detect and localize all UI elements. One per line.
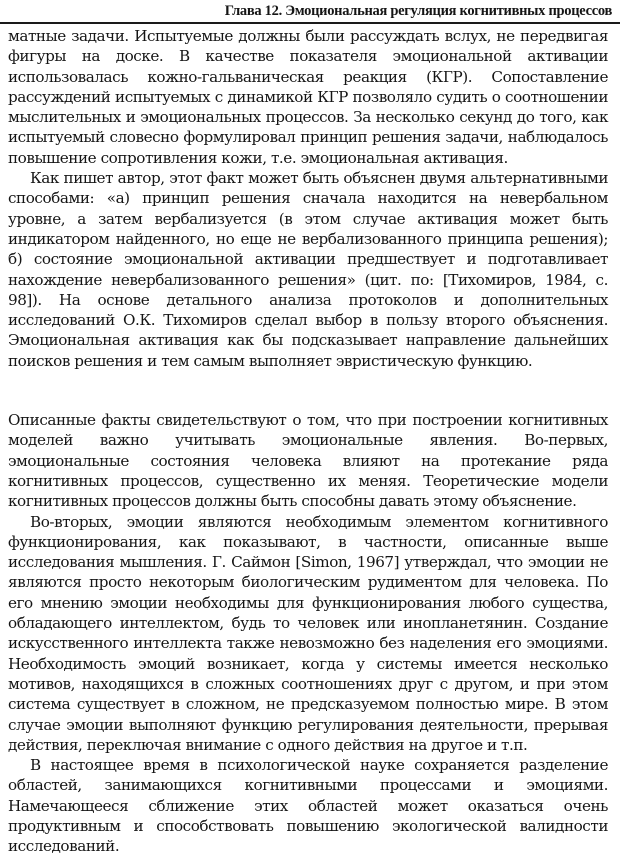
body-text <box>8 26 608 857</box>
section-gap <box>8 371 608 410</box>
running-header: Глава 12. Эмоциональная регуляция когнитивных процессов <box>0 0 620 24</box>
paragraph-second-point: Во-вторых, эмоции являются необходимым элементом когнитивного функционирования, как показывают, в частности, описанные выше исследования мышления. Г. Саймон [Simon, 1967] утверждал, что эмоции не являются просто некоторым биологическим рудиментом для человека. По его мнению эмоции необходимы для функционирования любого существа, обладающего интеллектом, будь то человек или инопланетянин. Создание искусственного интеллекта также невозможно без наделения его эмоциями. Необходимость эмоций возникает, когда у системы имеется несколько мотивов, находящихся в сложных соотношениях друг с другом, и при этом система существует в сложном, не предсказуемом полностью мире. В этом случае эмоции выполняют функцию регулирования деятельности, прерывая действия, переключая внимание с одного действия на другое и т.п. <box>8 512 608 754</box>
paragraph-continued: матные задачи. Испытуемые должны были рассуждать вслух, не передвигая фигуры на доске. В качестве показателя эмоциональной активации использовалась кожно-гальваническая реакция (КГР). Сопоставление рассуждений испытуемых с динамикой КГР позволяло судить о соотношении мыслительных и эмоциональных процессов. За несколько секунд до того, как испытуемый словесно формулировал принцип решения задачи, наблюдалось повышение сопротивления кожи, т.е. эмоциональная активация. <box>8 27 608 167</box>
paragraph-conclusions: Описанные факты свидетельствуют о том, что при построении когнитивных моделей важно учитывать эмоциональные явления. Во-первых, эмоциональные состояния человека влияют на протекание ряда когнитивных процессов, существенно их меняя. Теоретические модели когнитивных процессов должны быть способны давать этому объяснение. <box>8 411 608 511</box>
paragraph-current-state: В настоящее время в психологической науке сохраняется разделение областей, занимающихся когнитивными процессами и эмоциями. Намечающееся сближение этих областей может оказаться очень продуктивным и способствовать повышению экологической валидности исследований. <box>8 756 608 856</box>
paragraph-author-explanation: Как пишет автор, этот факт может быть объяснен двумя альтернативными способами: «а) принцип решения сначала находится на невербальном уровне, а затем вербализуется (в этом случае активация может быть индикатором найденного, но еще не вербализованного принципа решения); б) состояние эмоциональной активации предшествует и подготавливает нахождение невербализованного решения» (цит. по: [Тихомиров, 1984, с. 98]). На основе детального анализа протоколов и дополнительных исследований О.К. Тихомиров сделал выбор в пользу второго объяснения. Эмоциональная активация как бы подсказывает направление дальнейших поисков решения и тем самым выполняет эвристическую функцию. <box>8 169 608 370</box>
